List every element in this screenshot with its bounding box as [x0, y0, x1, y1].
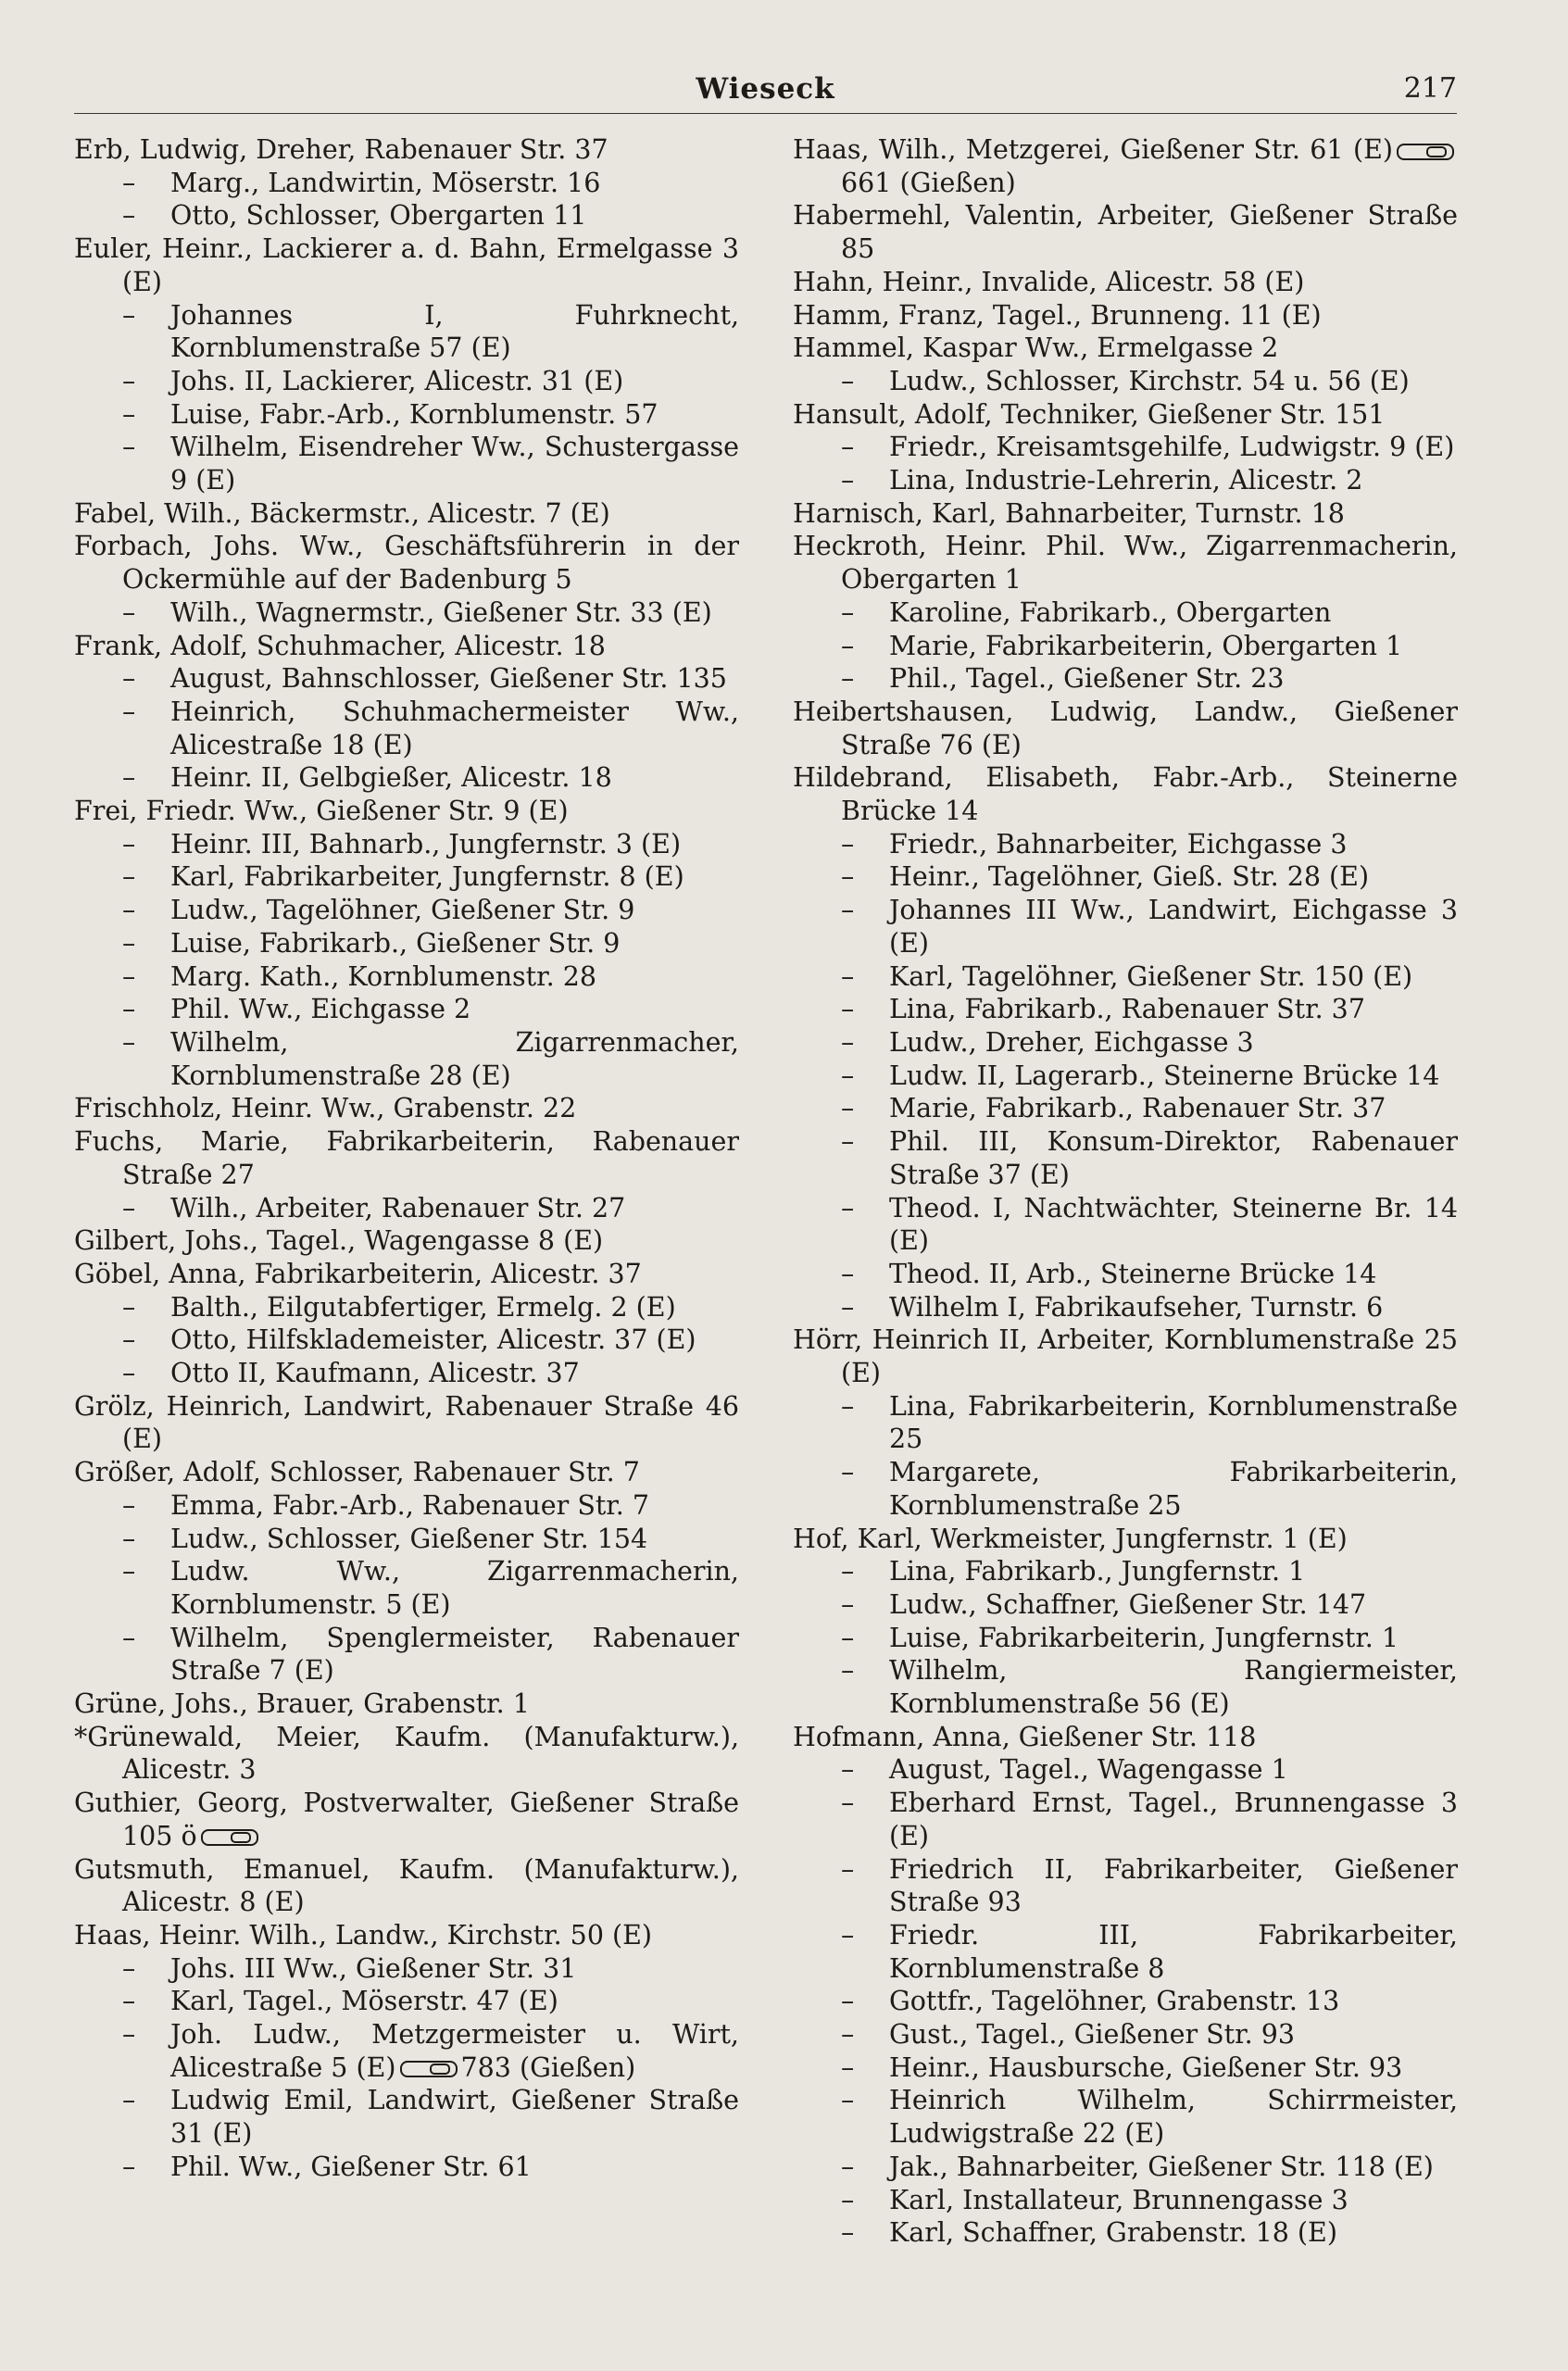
entry-text: Marie, Fabrikarbeiterin, Obergarten 1 [889, 630, 1403, 661]
entry-text: Lina, Fabrikarb., Rabenauer Str. 37 [889, 994, 1365, 1025]
directory-entry [74, 1092, 739, 1125]
repeat-dash: – [841, 2085, 855, 2116]
directory-entry [74, 761, 739, 795]
repeat-dash: – [841, 1588, 855, 1620]
directory-entry [74, 1687, 739, 1721]
entry-text: Haas, Heinr. Wilh., Landw., Kirchstr. 50 (E) [74, 1919, 653, 1951]
directory-entry [74, 927, 739, 960]
page-header [74, 72, 1457, 111]
entry-text: Göbel, Anna, Fabrikarbeiterin, Alicestr. 37 [74, 1258, 642, 1289]
repeat-dash: – [841, 1919, 855, 1951]
directory-entry [74, 894, 739, 927]
directory-entry [74, 497, 739, 531]
entry-text: Hofmann, Anna, Gießener Str. 118 [793, 1721, 1257, 1752]
repeat-dash: – [122, 696, 136, 727]
entry-text: Eberhard Ernst, Tagel., Brunnengasse 3 (E) [889, 1788, 1458, 1851]
repeat-dash: – [841, 2151, 855, 2182]
entry-text: Karl, Tagelöhner, Gießener Str. 150 (E) [889, 960, 1413, 992]
repeat-dash: – [122, 762, 136, 794]
directory-entry [793, 1026, 1458, 1060]
directory-entry [793, 630, 1458, 663]
repeat-dash: – [841, 1622, 855, 1653]
repeat-dash: – [841, 2184, 855, 2215]
directory-entry [74, 167, 739, 200]
entry-text: Lina, Fabrikarbeiterin, Kornblumenstraße 25 [889, 1390, 1458, 1455]
directory-entry [793, 1192, 1458, 1258]
directory-entry [793, 696, 1458, 761]
entry-text: Luise, Fabrikarb., Gießener Str. 9 [170, 927, 621, 959]
entry-text: Hahn, Heinr., Invalide, Alicestr. 58 (E) [793, 266, 1305, 297]
entry-text: Johannes III Ww., Landwirt, Eichgasse 3 (E) [889, 895, 1458, 959]
repeat-dash: – [122, 2019, 136, 2051]
directory-entry [74, 299, 739, 365]
directory-entry [74, 530, 739, 596]
repeat-dash: – [841, 432, 855, 463]
directory-entry [793, 662, 1458, 696]
directory-entry [793, 431, 1458, 464]
directory-entry [74, 1622, 739, 1687]
repeat-dash: – [841, 1060, 855, 1091]
entry-text: Erb, Ludwig, Dreher, Rabenauer Str. 37 [74, 134, 608, 165]
directory-entry [793, 1721, 1458, 1754]
entry-text: Haas, Wilh., Metzgerei, Gießener Str. 61 (E) [793, 134, 1393, 165]
directory-entry [74, 630, 739, 663]
directory-entry [74, 1357, 739, 1390]
directory-entry [793, 266, 1458, 299]
entry-text: Phil., Tagel., Gießener Str. 23 [889, 663, 1285, 695]
entry-text: Lina, Fabrikarb., Jungfernstr. 1 [889, 1556, 1306, 1587]
directory-entry [793, 1753, 1458, 1787]
repeat-dash: – [841, 1754, 855, 1786]
entry-text: Theod. I, Nachtwächter, Steinerne Br. 14 (E) [889, 1192, 1458, 1257]
entry-text: Hof, Karl, Werkmeister, Jungfernstr. 1 (E) [793, 1523, 1348, 1554]
directory-entry [793, 2151, 1458, 2184]
entry-text: Wilhelm I, Fabrikaufseher, Turnstr. 6 [889, 1291, 1384, 1323]
page-number: 217 [1403, 72, 1457, 105]
directory-entry [793, 1291, 1458, 1324]
directory-entry [793, 894, 1458, 960]
entry-text: Grölz, Heinrich, Landwirt, Rabenauer Straße 46 (E) [74, 1390, 739, 1455]
directory-entry [74, 860, 739, 894]
directory-entry [793, 1588, 1458, 1622]
directory-entry [74, 1721, 739, 1787]
directory-entry [74, 1390, 739, 1456]
telephone-icon [1397, 144, 1454, 160]
repeat-dash: – [122, 861, 136, 893]
repeat-dash: – [841, 2051, 855, 2083]
entry-text: Karl, Installateur, Brunnengasse 3 [889, 2184, 1348, 2215]
repeat-dash: – [841, 1457, 855, 1488]
entry-text: Otto, Schlosser, Obergarten 11 [170, 200, 587, 232]
repeat-dash: – [841, 663, 855, 695]
repeat-dash: – [122, 398, 136, 430]
directory-entry [793, 2084, 1458, 2150]
repeat-dash: – [122, 1291, 136, 1323]
directory-entry [74, 431, 739, 496]
entry-text: Friedr., Kreisamtsgehilfe, Ludwigstr. 9 (E) [889, 432, 1455, 463]
directory-entry [74, 828, 739, 861]
repeat-dash: – [841, 1788, 855, 1819]
entry-text: August, Tagel., Wagengasse 1 [889, 1754, 1288, 1786]
right-column [793, 133, 1458, 2356]
repeat-dash: – [841, 1192, 855, 1223]
entry-text: Johannes I, Fuhrknecht, Kornblumenstraße 57 (E) [170, 299, 739, 364]
directory-entry [793, 2051, 1458, 2085]
directory-entry [793, 133, 1458, 199]
entry-text: Ludw. Ww., Zigarrenmacherin, Kornblumenstr. 5 (E) [170, 1556, 739, 1620]
entry-text: Größer, Adolf, Schlosser, Rabenauer Str. 7 [74, 1457, 640, 1488]
directory-entry [793, 398, 1458, 432]
directory-entry [74, 1952, 739, 1986]
repeat-dash: – [841, 465, 855, 496]
repeat-dash: – [841, 828, 855, 859]
repeat-dash: – [122, 927, 136, 959]
directory-entry [74, 1258, 739, 1291]
directory-entry [793, 1323, 1458, 1389]
phone-number: 783 (Gießen) [460, 2051, 636, 2083]
entry-text: Luise, Fabrikarbeiterin, Jungfernstr. 1 [889, 1622, 1399, 1653]
directory-entry [74, 1125, 739, 1191]
directory-entry [74, 1853, 739, 1919]
entry-text: Fabel, Wilh., Bäckermstr., Alicestr. 7 (E) [74, 497, 610, 529]
directory-entry [793, 497, 1458, 531]
directory-entry [793, 596, 1458, 630]
repeat-dash: – [841, 630, 855, 661]
directory-entry [793, 1258, 1458, 1291]
entry-text: Marie, Fabrikarb., Rabenauer Str. 37 [889, 1093, 1386, 1124]
repeat-dash: – [122, 960, 136, 992]
telephone-icon [400, 2061, 458, 2077]
entry-text: Frischholz, Heinr. Ww., Grabenstr. 22 [74, 1093, 577, 1124]
repeat-dash: – [841, 1390, 855, 1422]
repeat-dash: – [122, 1952, 136, 1984]
entry-text: Wilhelm, Spenglermeister, Rabenauer Straße 7 (E) [170, 1622, 739, 1687]
directory-entry [74, 1456, 739, 1489]
entry-text: Marg., Landwirtin, Möserstr. 16 [170, 167, 601, 198]
directory-entry [74, 199, 739, 232]
entry-text: Phil. III, Konsum-Direktor, Rabenauer Straße 37 (E) [889, 1126, 1458, 1190]
entry-text: Guthier, Georg, Postverwalter, Gießener Straße 105 ö [74, 1788, 739, 1851]
entry-text: Harnisch, Karl, Bahnarbeiter, Turnstr. 18 [793, 497, 1345, 529]
directory-entry [793, 332, 1458, 365]
repeat-dash: – [122, 1358, 136, 1389]
repeat-dash: – [122, 2085, 136, 2116]
entry-text: Heinrich Wilhelm, Schirrmeister, Ludwigstraße 22 (E) [889, 2085, 1458, 2150]
repeat-dash: – [841, 2019, 855, 2051]
repeat-dash: – [841, 1126, 855, 1158]
entry-text: Habermehl, Valentin, Arbeiter, Gießener Straße 85 [793, 200, 1458, 265]
entry-text: Otto, Hilfsklademeister, Alicestr. 37 (E) [170, 1324, 696, 1356]
entry-text: Heinrich, Schuhmachermeister Ww., Alicestraße 18 (E) [170, 696, 739, 760]
directory-entry [793, 2184, 1458, 2217]
directory-entry [74, 795, 739, 828]
directory-entry [793, 1654, 1458, 1720]
entry-text: Heinr., Hausbursche, Gießener Str. 93 [889, 2051, 1403, 2083]
directory-entry [74, 1555, 739, 1621]
directory-entry [793, 1125, 1458, 1191]
entry-text: Wilhelm, Zigarrenmacher, Kornblumenstraße 28 (E) [170, 1026, 739, 1091]
repeat-dash: – [122, 167, 136, 198]
directory-entry [74, 596, 739, 630]
entry-text: Karl, Tagel., Möserstr. 47 (E) [170, 1986, 558, 2017]
header-rule [74, 113, 1457, 114]
repeat-dash: – [122, 299, 136, 331]
entry-text: Hörr, Heinrich II, Arbeiter, Kornblumenstraße 25 (E) [793, 1324, 1458, 1389]
directory-entry [74, 1224, 739, 1258]
entry-text: Wilhelm, Eisendreher Ww., Schustergasse 9 (E) [170, 432, 739, 496]
entry-text: Ludwig Emil, Landwirt, Gießener Straße 31 (E) [170, 2085, 739, 2150]
page-title: Wieseck [696, 72, 835, 106]
directory-entry [74, 232, 739, 298]
directory-entry [793, 1919, 1458, 1985]
repeat-dash: – [122, 1324, 136, 1356]
telephone-icon [201, 1829, 258, 1846]
entry-text: Phil. Ww., Eichgasse 2 [170, 994, 471, 1025]
entry-text: Balth., Eilgutabfertiger, Ermelg. 2 (E) [170, 1291, 676, 1323]
repeat-dash: – [122, 1489, 136, 1521]
directory-entry [74, 398, 739, 432]
directory-entry [793, 1555, 1458, 1588]
directory-entry [793, 464, 1458, 497]
directory-entry [74, 960, 739, 994]
entry-text: Karl, Schaffner, Grabenstr. 18 (E) [889, 2217, 1337, 2249]
directory-entry [793, 1622, 1458, 1655]
directory-entry [793, 2216, 1458, 2250]
repeat-dash: – [841, 960, 855, 992]
directory-entry [793, 365, 1458, 398]
directory-entry [793, 2018, 1458, 2051]
directory-entry [74, 1323, 739, 1357]
directory-entry [74, 133, 739, 167]
directory-entry [793, 960, 1458, 994]
repeat-dash: – [841, 1026, 855, 1058]
entry-text: Friedr., Bahnarbeiter, Eichgasse 3 [889, 828, 1348, 859]
entry-text: Wilhelm, Rangiermeister, Kornblumenstraße 56 (E) [889, 1655, 1458, 1720]
directory-entry [793, 1456, 1458, 1522]
directory-entry [74, 365, 739, 398]
directory-entry [74, 2151, 739, 2184]
repeat-dash: – [841, 1853, 855, 1885]
entry-text: Otto II, Kaufmann, Alicestr. 37 [170, 1358, 580, 1389]
repeat-dash: – [841, 1556, 855, 1587]
entry-text: Johs. III Ww., Gießener Str. 31 [170, 1952, 577, 1984]
repeat-dash: – [122, 1622, 136, 1653]
entry-text: Heinr. III, Bahnarb., Jungfernstr. 3 (E) [170, 828, 682, 859]
directory-entry [74, 1787, 739, 1852]
entry-text: Ludw., Dreher, Eichgasse 3 [889, 1026, 1254, 1058]
directory-entry [793, 860, 1458, 894]
entry-text: Jak., Bahnarbeiter, Gießener Str. 118 (E) [889, 2151, 1434, 2182]
repeat-dash: – [841, 1655, 855, 1687]
directory-entry [74, 2084, 739, 2150]
repeat-dash: – [841, 994, 855, 1025]
repeat-dash: – [841, 1291, 855, 1323]
entry-text: Luise, Fabr.-Arb., Kornblumenstr. 57 [170, 398, 659, 430]
directory-entry [74, 696, 739, 761]
directory-entry [793, 530, 1458, 596]
entry-text: Hamm, Franz, Tagel., Brunneng. 11 (E) [793, 299, 1322, 331]
directory-entry [793, 299, 1458, 332]
directory-entry [793, 993, 1458, 1026]
directory-entry [793, 199, 1458, 265]
entry-text: Hansult, Adolf, Techniker, Gießener Str. 151 [793, 398, 1386, 430]
repeat-dash: – [841, 1986, 855, 2017]
entry-text: Phil. Ww., Gießener Str. 61 [170, 2151, 532, 2182]
entry-text: Emma, Fabr.-Arb., Rabenauer Str. 7 [170, 1489, 650, 1521]
directory-entry [74, 1985, 739, 2018]
entry-text: *Grünewald, Meier, Kaufm. (Manufakturw.), Alicestr. 3 [74, 1721, 739, 1786]
entry-text: Euler, Heinr., Lackierer a. d. Bahn, Ermelgasse 3 (E) [74, 233, 739, 297]
entry-text: Ludw., Tagelöhner, Gießener Str. 9 [170, 895, 635, 926]
entry-text: Friedrich II, Fabrikarbeiter, Gießener Straße 93 [889, 1853, 1458, 1918]
entry-text: Fuchs, Marie, Fabrikarbeiterin, Rabenauer Straße 27 [74, 1126, 739, 1190]
entry-text: Friedr. III, Fabrikarbeiter, Kornblumenstraße 8 [889, 1919, 1458, 1984]
directory-entry [793, 828, 1458, 861]
entry-text: Theod. II, Arb., Steinerne Brücke 14 [889, 1258, 1377, 1289]
directory-entry [74, 1192, 739, 1225]
phone-number: 661 (Gießen) [841, 167, 1016, 198]
repeat-dash: – [122, 1523, 136, 1554]
entry-text: Grüne, Johs., Brauer, Grabenstr. 1 [74, 1688, 530, 1720]
entry-text: Ludw., Schaffner, Gießener Str. 147 [889, 1588, 1367, 1620]
entry-text: Margarete, Fabrikarbeiterin, Kornblumenstraße 25 [889, 1457, 1458, 1521]
directory-entry [74, 662, 739, 696]
directory-entry [74, 1026, 739, 1092]
repeat-dash: – [122, 1556, 136, 1587]
entry-text: Frank, Adolf, Schuhmacher, Alicestr. 18 [74, 630, 606, 661]
entry-text: Joh. Ludw., Metzgermeister u. Wirt, Alicestraße 5 (E) [170, 2019, 739, 2083]
directory-entry [74, 1489, 739, 1523]
entry-text: Heinr., Tagelöhner, Gieß. Str. 28 (E) [889, 861, 1370, 893]
repeat-dash: – [122, 663, 136, 695]
entry-text: Heinr. II, Gelbgießer, Alicestr. 18 [170, 762, 612, 794]
entry-text: Gutsmuth, Emanuel, Kaufm. (Manufakturw.), Alicestr. 8 (E) [74, 1853, 739, 1918]
repeat-dash: – [122, 1986, 136, 2017]
repeat-dash: – [122, 432, 136, 463]
repeat-dash: – [841, 2217, 855, 2249]
repeat-dash: – [122, 200, 136, 232]
directory-entry [793, 1985, 1458, 2018]
entry-text: Ludw., Schlosser, Kirchstr. 54 u. 56 (E) [889, 365, 1410, 396]
directory-entry [793, 1523, 1458, 1556]
repeat-dash: – [122, 828, 136, 859]
directory-entry [793, 1787, 1458, 1852]
entry-text: Karoline, Fabrikarb., Obergarten [889, 596, 1332, 628]
repeat-dash: – [841, 1093, 855, 1124]
left-column [74, 133, 739, 2356]
entry-text: Johs. II, Lackierer, Alicestr. 31 (E) [170, 365, 624, 396]
directory-entry [74, 2018, 739, 2084]
entry-text: August, Bahnschlosser, Gießener Str. 135 [170, 663, 727, 695]
repeat-dash: – [841, 861, 855, 893]
directory-entry [74, 1523, 739, 1556]
directory-entry [74, 993, 739, 1026]
repeat-dash: – [122, 1026, 136, 1058]
directory-entry [74, 1919, 739, 1952]
entry-text: Heibertshausen, Ludwig, Landw., Gießener Straße 76 (E) [793, 696, 1458, 760]
directory-entry [793, 1092, 1458, 1125]
repeat-dash: – [841, 596, 855, 628]
directory-entry [793, 761, 1458, 827]
repeat-dash: – [841, 365, 855, 396]
repeat-dash: – [122, 895, 136, 926]
entry-text: Marg. Kath., Kornblumenstr. 28 [170, 960, 597, 992]
entry-text: Frei, Friedr. Ww., Gießener Str. 9 (E) [74, 796, 569, 827]
entry-text: Gilbert, Johs., Tagel., Wagengasse 8 (E) [74, 1225, 604, 1257]
repeat-dash: – [122, 596, 136, 628]
entry-text: Gottfr., Tagelöhner, Grabenstr. 13 [889, 1986, 1340, 2017]
entry-text: Hammel, Kaspar Ww., Ermelgasse 2 [793, 332, 1279, 364]
repeat-dash: – [122, 365, 136, 396]
repeat-dash: – [841, 1258, 855, 1289]
entry-text: Lina, Industrie-Lehrerin, Alicestr. 2 [889, 465, 1363, 496]
entry-text: Wilh., Wagnermstr., Gießener Str. 33 (E) [170, 596, 712, 628]
entry-text: Ludw. II, Lagerarb., Steinerne Brücke 14 [889, 1060, 1440, 1091]
repeat-dash: – [122, 1192, 136, 1223]
entry-text: Wilh., Arbeiter, Rabenauer Str. 27 [170, 1192, 626, 1223]
entry-text: Karl, Fabrikarbeiter, Jungfernstr. 8 (E) [170, 861, 684, 893]
repeat-dash: – [841, 895, 855, 926]
directory-entry [793, 1390, 1458, 1456]
directory-entry [793, 1853, 1458, 1919]
directory-entry [793, 1060, 1458, 1093]
entry-text: Forbach, Johs. Ww., Geschäftsführerin in der Ockermühle auf der Badenburg 5 [74, 531, 739, 596]
entry-text: Heckroth, Heinr. Phil. Ww., Zigarrenmacherin, Obergarten 1 [793, 531, 1458, 596]
repeat-dash: – [122, 994, 136, 1025]
entry-text: Ludw., Schlosser, Gießener Str. 154 [170, 1523, 648, 1554]
entry-text: Hildebrand, Elisabeth, Fabr.-Arb., Steinerne Brücke 14 [793, 762, 1458, 827]
directory-entry [74, 1291, 739, 1324]
repeat-dash: – [122, 2151, 136, 2182]
entry-text: Gust., Tagel., Gießener Str. 93 [889, 2019, 1295, 2051]
